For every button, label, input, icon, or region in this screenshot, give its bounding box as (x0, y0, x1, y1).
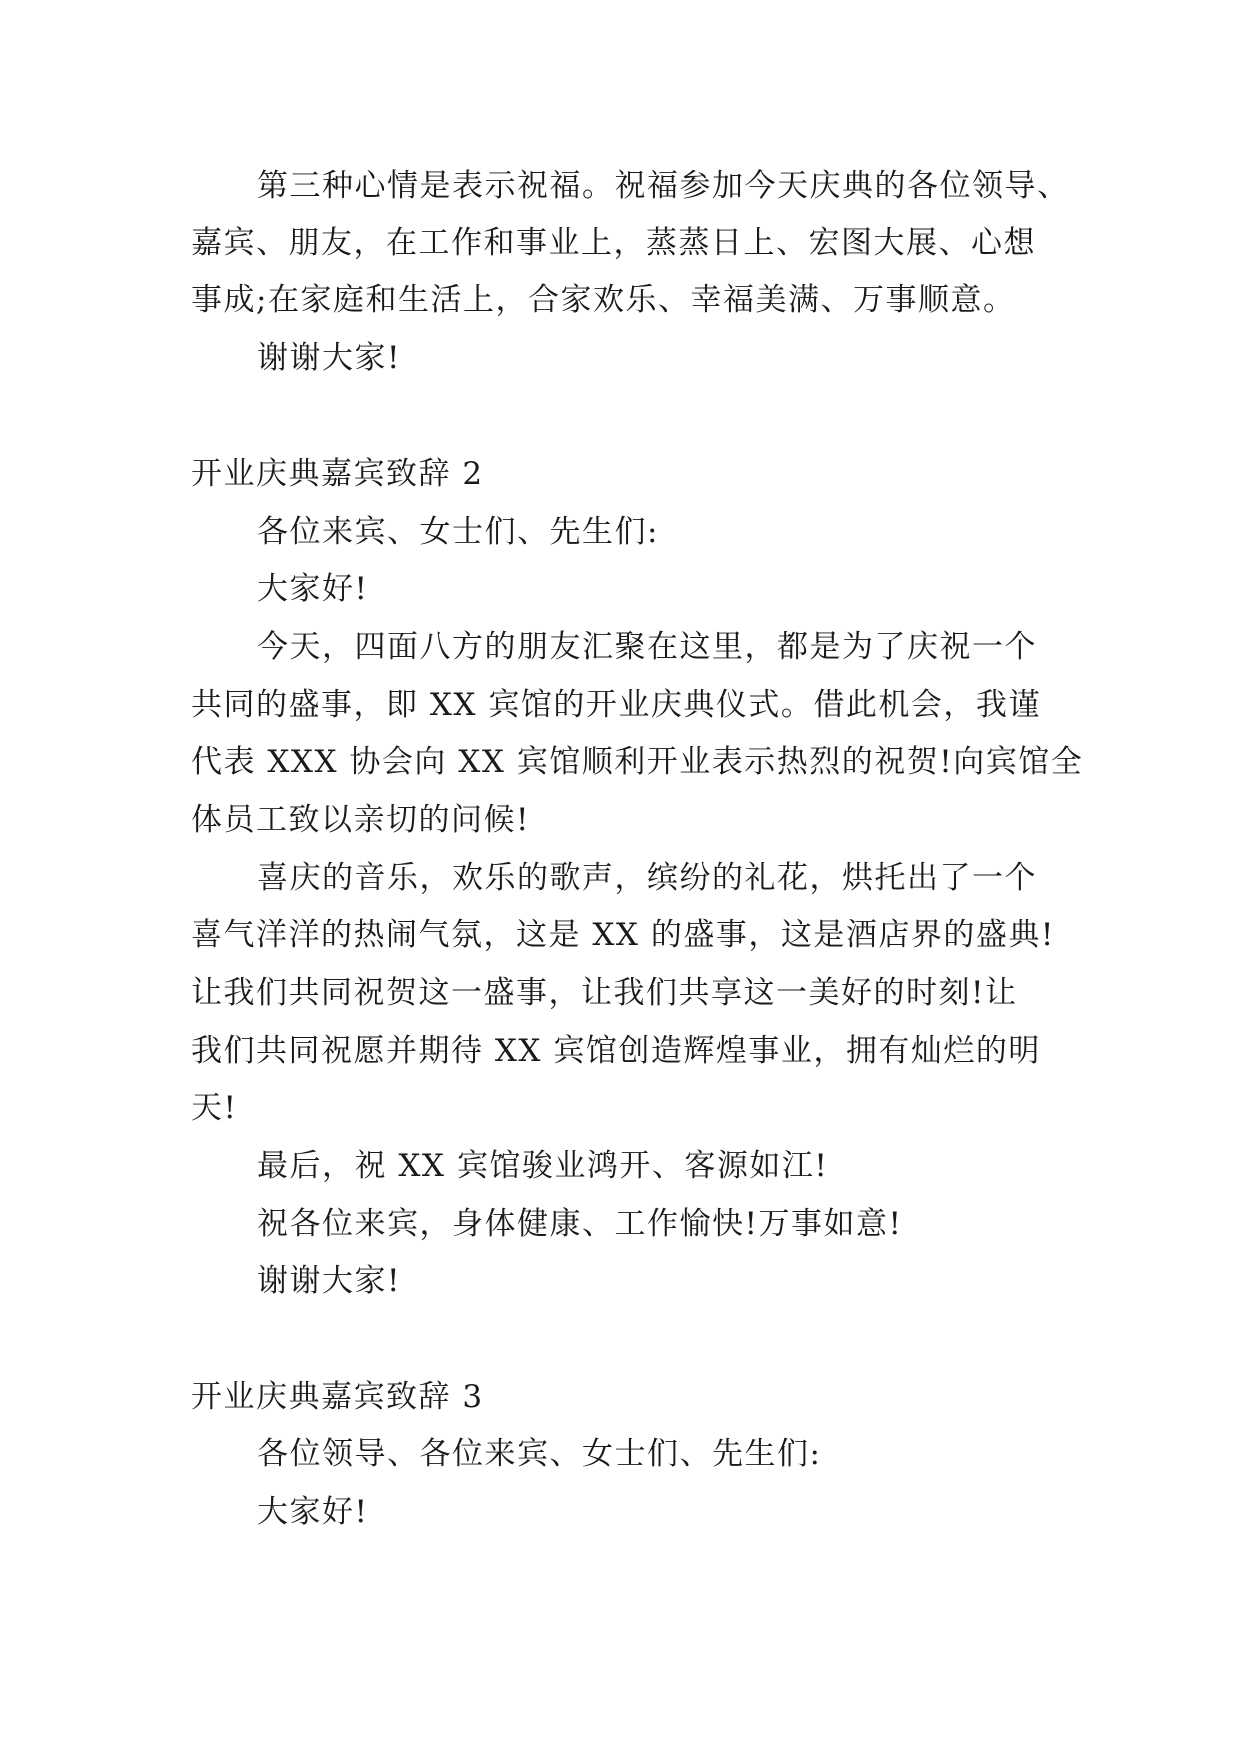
paragraph-line: 让我们共同祝贺这一盛事，让我们共享这一美好的时刻!让 (191, 975, 1018, 1011)
section-heading: 开业庆典嘉宾致辞 2 (191, 456, 484, 492)
paragraph-line: 体员工致以亲切的问候! (191, 802, 530, 838)
paragraph-line: 谢谢大家! (257, 1263, 401, 1299)
paragraph-line: 喜气洋洋的热闹气氛，这是 XX 的盛事，这是酒店界的盛典! (191, 917, 1055, 953)
paragraph-line: 第三种心情是表示祝福。祝福参加今天庆典的各位领导、 (257, 168, 1070, 204)
paragraph-line: 事成;在家庭和生活上，合家欢乐、幸福美满、万事顺意。 (191, 282, 1016, 318)
paragraph-line: 嘉宾、朋友，在工作和事业上，蒸蒸日上、宏图大展、心想 (191, 225, 1036, 261)
section-heading: 开业庆典嘉宾致辞 3 (191, 1379, 484, 1415)
paragraph-line: 大家好! (257, 571, 369, 607)
paragraph-line: 天! (191, 1090, 238, 1126)
paragraph-line: 今天，四面八方的朋友汇聚在这里，都是为了庆祝一个 (257, 629, 1037, 665)
paragraph-line: 各位来宾、女士们、先生们: (257, 514, 659, 550)
paragraph-line: 代表 XXX 协会向 XX 宾馆顺利开业表示热烈的祝贺!向宾馆全 (191, 744, 1084, 780)
paragraph-line: 祝各位来宾，身体健康、工作愉快!万事如意! (257, 1206, 903, 1242)
paragraph-line: 大家好! (257, 1494, 369, 1530)
paragraph-line: 我们共同祝愿并期待 XX 宾馆创造辉煌事业，拥有灿烂的明 (191, 1033, 1041, 1069)
paragraph-line: 最后，祝 XX 宾馆骏业鸿开、客源如江! (257, 1148, 829, 1184)
paragraph-line: 各位领导、各位来宾、女士们、先生们: (257, 1436, 822, 1472)
paragraph-line: 共同的盛事，即 XX 宾馆的开业庆典仪式。借此机会，我谨 (191, 687, 1041, 723)
paragraph-line: 谢谢大家! (257, 340, 401, 376)
paragraph-line: 喜庆的音乐，欢乐的歌声，缤纷的礼花，烘托出了一个 (257, 860, 1037, 896)
